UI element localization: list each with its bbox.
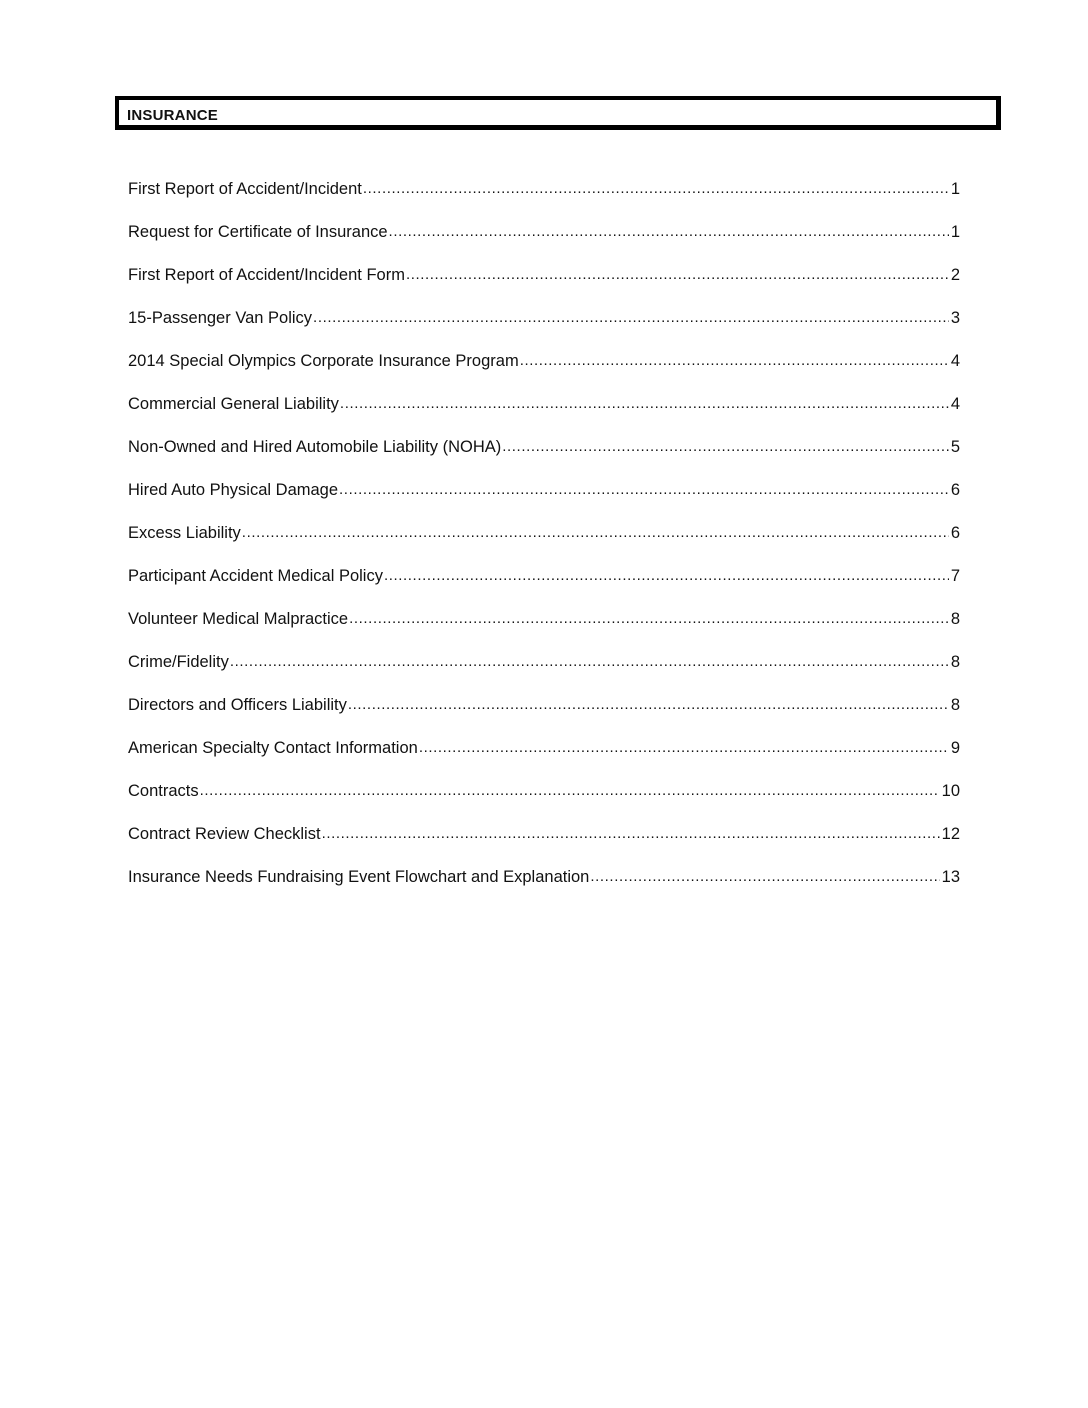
- toc-entry[interactable]: [128, 391, 960, 434]
- toc-dot-leader: [520, 347, 949, 374]
- toc-entry-page: 4: [950, 395, 960, 413]
- toc-entry[interactable]: [128, 563, 960, 606]
- toc-entry-title: Volunteer Medical Malpractice: [128, 610, 349, 628]
- toc-entry-title: Request for Certificate of Insurance: [128, 223, 388, 241]
- section-title: INSURANCE: [127, 107, 218, 124]
- toc-entry-page: 4: [950, 352, 960, 370]
- toc-dot-leader: [384, 562, 949, 589]
- toc-entry[interactable]: [128, 864, 960, 907]
- toc-entry-title: Participant Accident Medical Policy: [128, 567, 383, 585]
- toc-entry-title: Commercial General Liability: [128, 395, 339, 413]
- section-header-box: [115, 96, 1001, 130]
- toc-entry-title: Crime/Fidelity: [128, 653, 229, 671]
- toc-entry[interactable]: [128, 692, 960, 735]
- toc-entry-title: Hired Auto Physical Damage: [128, 481, 339, 499]
- table-of-contents: [128, 176, 960, 907]
- toc-entry-page: 7: [950, 567, 960, 585]
- toc-entry-page: 8: [950, 653, 960, 671]
- toc-dot-leader: [322, 820, 940, 847]
- toc-entry-title: Non-Owned and Hired Automobile Liability (NOHA): [128, 438, 502, 456]
- toc-entry-title: Excess Liability: [128, 524, 241, 542]
- toc-entry-page: 12: [941, 825, 960, 843]
- toc-dot-leader: [419, 734, 949, 761]
- toc-dot-leader: [200, 777, 940, 804]
- toc-entry-page: 6: [950, 481, 960, 499]
- toc-dot-leader: [389, 218, 949, 245]
- toc-dot-leader: [313, 304, 949, 331]
- toc-entry-title: Contracts: [128, 782, 199, 800]
- toc-dot-leader: [406, 261, 949, 288]
- toc-dot-leader: [339, 476, 949, 503]
- toc-entry[interactable]: [128, 821, 960, 864]
- toc-entry-page: 1: [950, 180, 960, 198]
- toc-entry-page: 3: [950, 309, 960, 327]
- toc-entry[interactable]: [128, 778, 960, 821]
- toc-dot-leader: [348, 691, 949, 718]
- toc-entry[interactable]: [128, 606, 960, 649]
- toc-entry-title: First Report of Accident/Incident: [128, 180, 362, 198]
- toc-entry-page: 6: [950, 524, 960, 542]
- toc-dot-leader: [340, 390, 949, 417]
- toc-entry[interactable]: [128, 735, 960, 778]
- toc-dot-leader: [242, 519, 949, 546]
- toc-dot-leader: [363, 175, 949, 202]
- toc-entry-title: 15-Passenger Van Policy: [128, 309, 313, 327]
- toc-entry-page: 1: [950, 223, 960, 241]
- toc-entry[interactable]: [128, 477, 960, 520]
- toc-entry-title: Directors and Officers Liability: [128, 696, 347, 714]
- toc-entry[interactable]: [128, 305, 960, 348]
- toc-entry-page: 10: [941, 782, 960, 800]
- toc-entry-page: 5: [950, 438, 960, 456]
- toc-entry-title: 2014 Special Olympics Corporate Insurance Program: [128, 352, 519, 370]
- toc-entry-page: 9: [950, 739, 960, 757]
- toc-entry-page: 13: [941, 868, 960, 886]
- toc-entry[interactable]: [128, 649, 960, 692]
- toc-entry[interactable]: [128, 434, 960, 477]
- toc-entry[interactable]: [128, 219, 960, 262]
- toc-entry[interactable]: [128, 176, 960, 219]
- toc-entry[interactable]: [128, 520, 960, 563]
- toc-dot-leader: [230, 648, 949, 675]
- toc-dot-leader: [502, 433, 949, 460]
- toc-entry[interactable]: [128, 348, 960, 391]
- toc-entry-title: First Report of Accident/Incident Form: [128, 266, 405, 284]
- toc-dot-leader: [349, 605, 949, 632]
- toc-entry-title: American Specialty Contact Information: [128, 739, 418, 757]
- toc-dot-leader: [590, 863, 939, 890]
- toc-entry-title: Insurance Needs Fundraising Event Flowchart and Explanation: [128, 868, 590, 886]
- toc-entry-page: 2: [950, 266, 960, 284]
- toc-entry[interactable]: [128, 262, 960, 305]
- toc-entry-title: Contract Review Checklist: [128, 825, 321, 843]
- toc-entry-page: 8: [950, 696, 960, 714]
- toc-entry-page: 8: [950, 610, 960, 628]
